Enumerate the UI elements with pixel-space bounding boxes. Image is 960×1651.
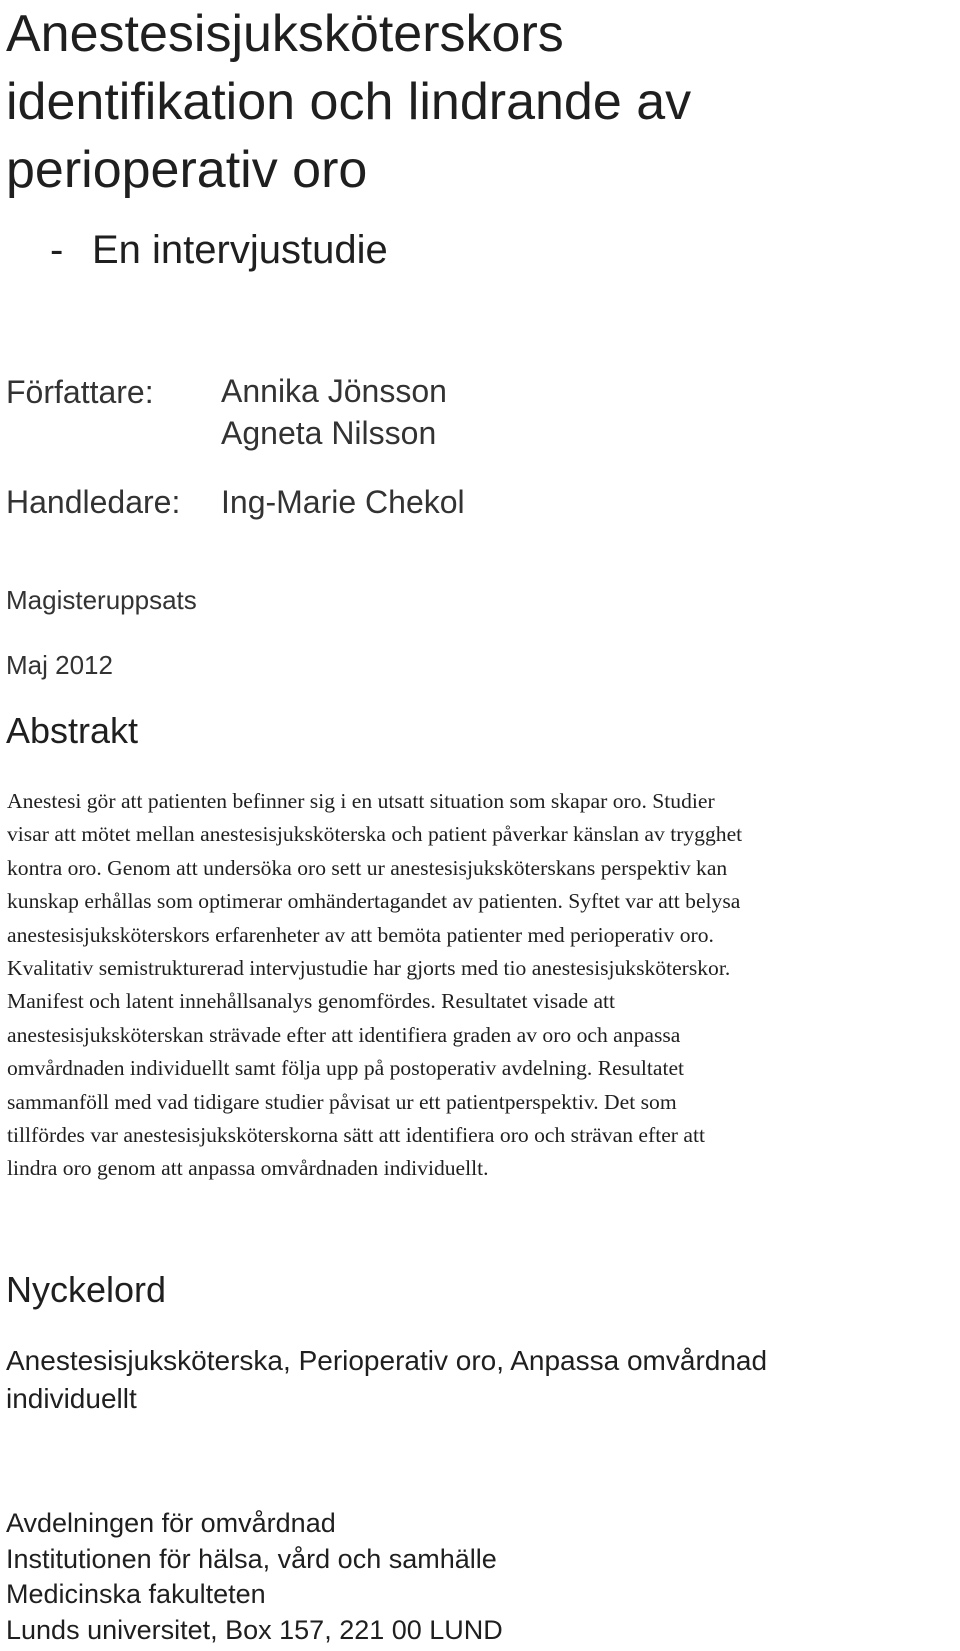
abstract-line: Kvalitativ semistrukturerad intervjustudie har gjorts med tio anestesisjuksköterskor. xyxy=(7,956,731,981)
abstract-line: kontra oro. Genom att undersöka oro sett ur anestesisjuksköterskans perspektiv kan xyxy=(7,855,728,880)
authors-list xyxy=(221,370,447,454)
abstract-line: anestesisjuksköterskors erfarenheter av att bemöta patienter med perioperativ oro. xyxy=(7,922,714,947)
affiliation-line: Lunds universitet, Box 157, 221 00 LUND xyxy=(6,1614,503,1645)
subtitle-text: En intervjustudie xyxy=(92,228,388,272)
abstract-line: sammanföll med vad tidigare studier påvisat ur ett patientperspektiv. Det som xyxy=(7,1089,677,1114)
keywords-body xyxy=(6,1342,767,1418)
abstract-line: kunskap erhållas som optimerar omhändertagandet av patienten. Syftet var att belysa xyxy=(7,889,741,914)
abstract-line: Anestesi gör att patienten befinner sig i en utsatt situation som skapar oro. Studier xyxy=(7,789,715,813)
authors-label: Författare: xyxy=(6,374,154,410)
supervisor-name: Ing-Marie Chekol xyxy=(221,484,465,520)
affiliation-line: Avdelningen för omvårdnad xyxy=(6,1508,336,1538)
abstract-heading: Abstrakt xyxy=(6,710,139,751)
document-subtitle xyxy=(50,224,388,276)
keywords-heading: Nyckelord xyxy=(6,1269,167,1310)
abstract-body xyxy=(7,785,942,1186)
title-line: Anestesisjuksköterskors xyxy=(6,5,564,63)
thesis-date: Maj 2012 xyxy=(6,650,113,680)
keywords-line: individuellt xyxy=(6,1383,137,1414)
abstract-line: tillfördes var anestesisjuksköterskorna sätt att identifiera oro och strävan efter att xyxy=(7,1123,705,1148)
affiliation-line: Medicinska fakulteten xyxy=(6,1579,266,1609)
author-name: Annika Jönsson xyxy=(221,373,447,409)
title-line: identifikation och lindrande av xyxy=(6,73,692,131)
abstract-line: omvårdnaden individuellt samt följa upp på postoperativ avdelning. Resultatet xyxy=(7,1056,685,1081)
abstract-line: lindra oro genom att anpassa omvårdnaden individuellt. xyxy=(7,1156,489,1181)
keywords-line: Anestesisjuksköterska, Perioperativ oro, Anpassa omvårdnad xyxy=(6,1345,768,1376)
supervisor-label: Handledare: xyxy=(6,484,181,520)
title-line: perioperativ oro xyxy=(6,141,368,199)
author-name: Agneta Nilsson xyxy=(221,415,437,451)
thesis-type: Magisteruppsats xyxy=(6,585,197,615)
abstract-line: anestesisjuksköterskan strävade efter att identifiera graden av oro och anpassa xyxy=(7,1022,681,1047)
affiliation-block xyxy=(6,1506,503,1648)
subtitle-dash: - xyxy=(50,228,64,272)
affiliation-line: Institutionen för hälsa, vård och samhälle xyxy=(6,1543,497,1574)
document-title xyxy=(6,0,946,204)
abstract-line: visar att mötet mellan anestesisjuksköterska och patient påverkar känslan av trygghet xyxy=(7,822,743,847)
abstract-line: Manifest och latent innehållsanalys genomfördes. Resultatet visade att xyxy=(7,989,616,1014)
